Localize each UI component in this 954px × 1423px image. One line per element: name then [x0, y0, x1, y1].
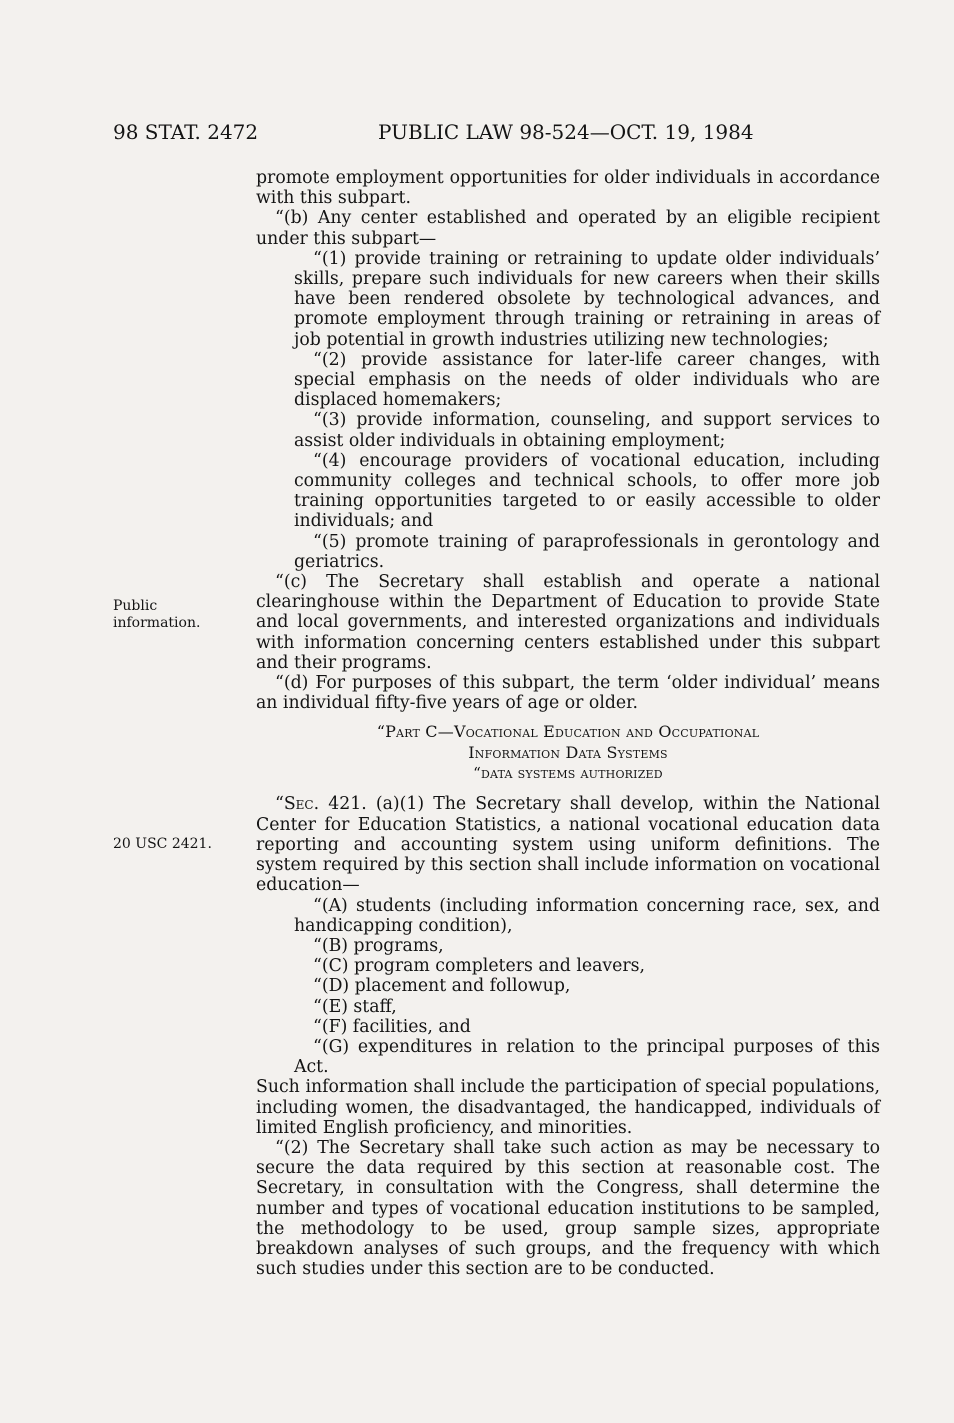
paragraph-such-information: Such information shall include the participation of special populations, including women, the disadvantaged, the handicapped, individuals of limited English proficiency, and minorities.: [256, 1077, 880, 1138]
paragraph-b1: “(1) provide training or retraining to update older individuals’ skills, prepare such individuals for new careers when their skills have been rendered obsolete by technological advances, and promote employment through training or retraining in areas of job potential in growth industries utilizing new technologies;: [294, 248, 880, 350]
section-heading: “data systems authorized: [473, 764, 663, 783]
item-c: “(C) program completers and leavers,: [313, 956, 646, 977]
part-heading: “Part C—Vocational Education and Occupational: [376, 722, 760, 742]
section-label: “Sec. 421.: [275, 794, 367, 815]
item-f: “(F) facilities, and: [313, 1016, 471, 1037]
public-law-header: PUBLIC LAW 98-524—OCT. 19, 1984: [378, 120, 754, 144]
paragraph-d: “(d) For purposes of this subpart, the term ‘older individual’ means an individual fifty-five years of age or older.: [256, 673, 880, 714]
item-a: “(A) students (including information concerning race, sex, and handicapping condition),: [294, 895, 880, 936]
paragraph-c: “(c) The Secretary shall establish and operate a national clearinghouse within the Department of Education to provide State and local governments, and interested organizations and individuals with information concerning centers established under this subpart and their programs.: [256, 572, 880, 673]
paragraph-b: “(b) Any center established and operated by an eligible recipient under this subpart—: [256, 208, 880, 249]
item-e: “(E) staff,: [313, 996, 397, 1017]
margin-note-public-information: [113, 598, 200, 632]
item-b: “(B) programs,: [313, 935, 444, 956]
paragraph-b4: “(4) encourage providers of vocational education, including community colleges and technical schools, to offer more job training opportunities targeted to or easily accessible to older individuals; and: [294, 450, 880, 532]
section-text: (a)(1) The Secretary shall develop, within the National Center for Education Statistics, a national vocational education data reporting and accounting system using uniform definitions. The system required by this section shall include information on vocational education—: [256, 794, 880, 896]
paragraph: promote employment opportunities for older individuals in accordance with this subpart.: [256, 168, 880, 209]
body-text: [256, 168, 880, 1279]
paragraph-b5: “(5) promote training of paraprofessionals in gerontology and geriatrics.: [294, 531, 880, 572]
margin-note-line: information.: [113, 615, 201, 631]
paragraph-a2: “(2) The Secretary shall take such action as may be necessary to secure the data required by this section at reasonable cost. The Secretary, in consultation with the Congress, shall determine the number and types of vocational education institutions to be sampled, the methodology to be used, group sample sizes, appropriate breakdown analyses of such groups, and the frequency with which such studies under this section are to be conducted.: [256, 1137, 880, 1280]
stat-page-number: 98 STAT. 2472: [113, 120, 259, 144]
paragraph-b3: “(3) provide information, counseling, and support services to assist older individuals in obtaining employment;: [294, 410, 880, 451]
section-421-paragraph: [256, 794, 880, 895]
part-heading: Information Data Systems: [468, 743, 668, 763]
paragraph-b2: “(2) provide assistance for later-life career changes, with special emphasis on the needs of older individuals who are displaced homemakers;: [294, 349, 880, 411]
margin-note-line: Public: [113, 598, 158, 614]
margin-note-usc-citation: 20 USC 2421.: [113, 836, 212, 852]
item-d: “(D) placement and followup,: [313, 976, 571, 997]
item-g: “(G) expenditures in relation to the principal purposes of this Act.: [294, 1036, 880, 1078]
